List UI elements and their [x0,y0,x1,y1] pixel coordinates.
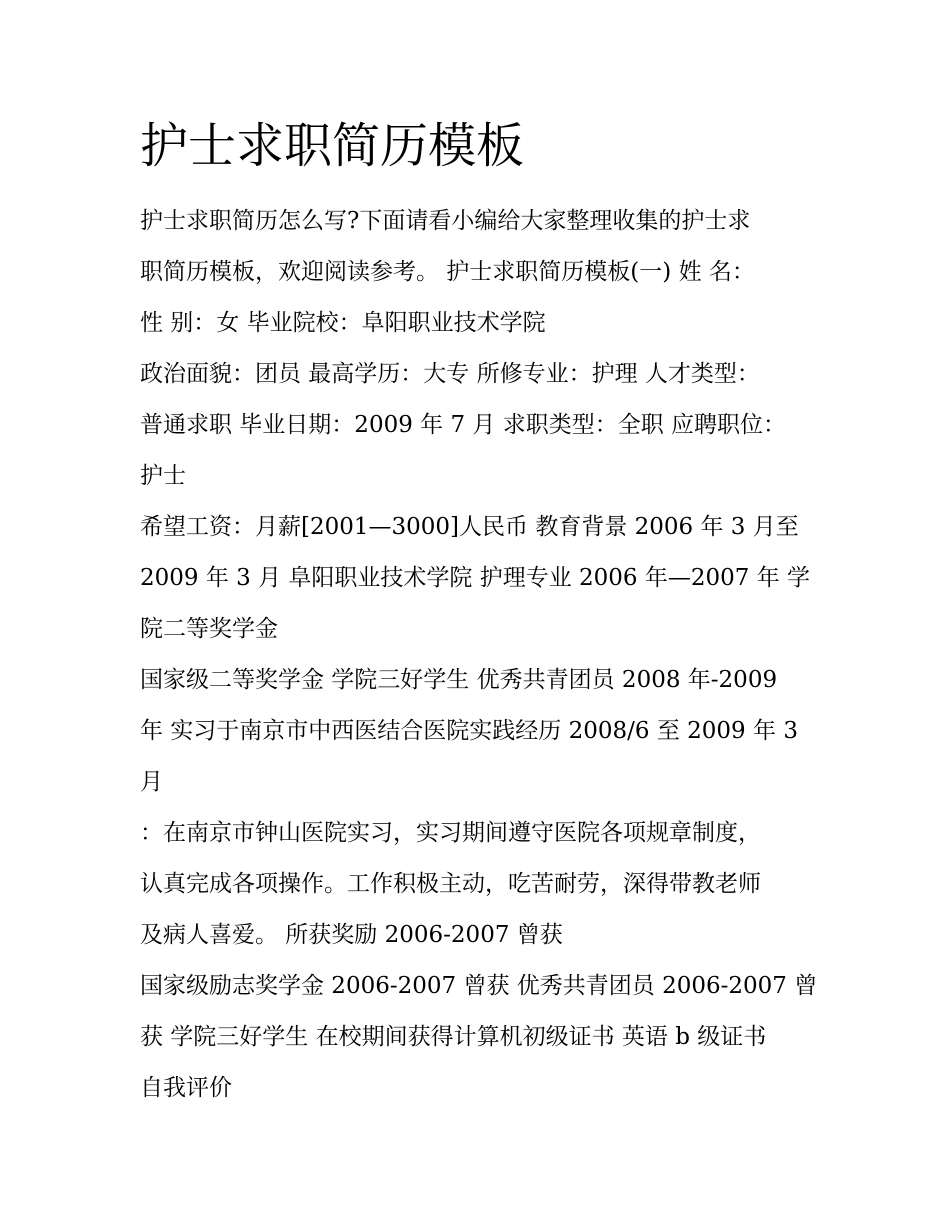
text-line: 获 学院三好学生 在校期间获得计算机初级证书 英语 b 级证书 [140,1024,767,1050]
text-line: 认真完成各项操作。工作积极主动，吃苦耐劳，深得带教老师 [140,871,761,897]
text-line: ：在南京市钟山医院实习，实习期间遵守医院各项规章制度， [140,820,761,846]
document-body [140,196,820,1114]
text-line: 2009 年 3 月 阜阳职业技术学院 护理专业 2006 年—2007 年 学 [140,565,811,591]
text-line: 职简历模板，欢迎阅读参考。 护士求职简历模板(一) 姓 名： [140,259,755,285]
text-line: 希望工资：月薪[2001—3000]人民币 教育背景 2006 年 3 月至 [140,514,799,540]
text-line: 自我评价 [140,1075,232,1101]
text-line: 护士 [140,463,186,489]
text-line: 普通求职 毕业日期：2009 年 7 月 求职类型：全职 应聘职位： [140,412,787,438]
text-line: 及病人喜爱。 所获奖励 2006-2007 曾获 [140,922,563,948]
text-line: 护士求职简历怎么写?下面请看小编给大家整理收集的护士求 [140,208,751,234]
document-title: 护士求职简历模板 [140,118,525,174]
text-line: 年 实习于南京市中西医结合医院实践经历 2008/6 至 2009 年 3 [140,718,798,744]
text-line: 性 别：女 毕业院校：阜阳职业技术学院 [140,310,546,336]
text-line: 国家级二等奖学金 学院三好学生 优秀共青团员 2008 年-2009 [140,667,778,693]
text-line: 院二等奖学金 [140,616,278,642]
text-line: 国家级励志奖学金 2006-2007 曾获 优秀共青团员 2006-2007 曾 [140,973,818,999]
text-line: 月 [140,769,163,795]
text-line: 政治面貌：团员 最高学历：大专 所修专业：护理 人才类型： [140,361,760,387]
